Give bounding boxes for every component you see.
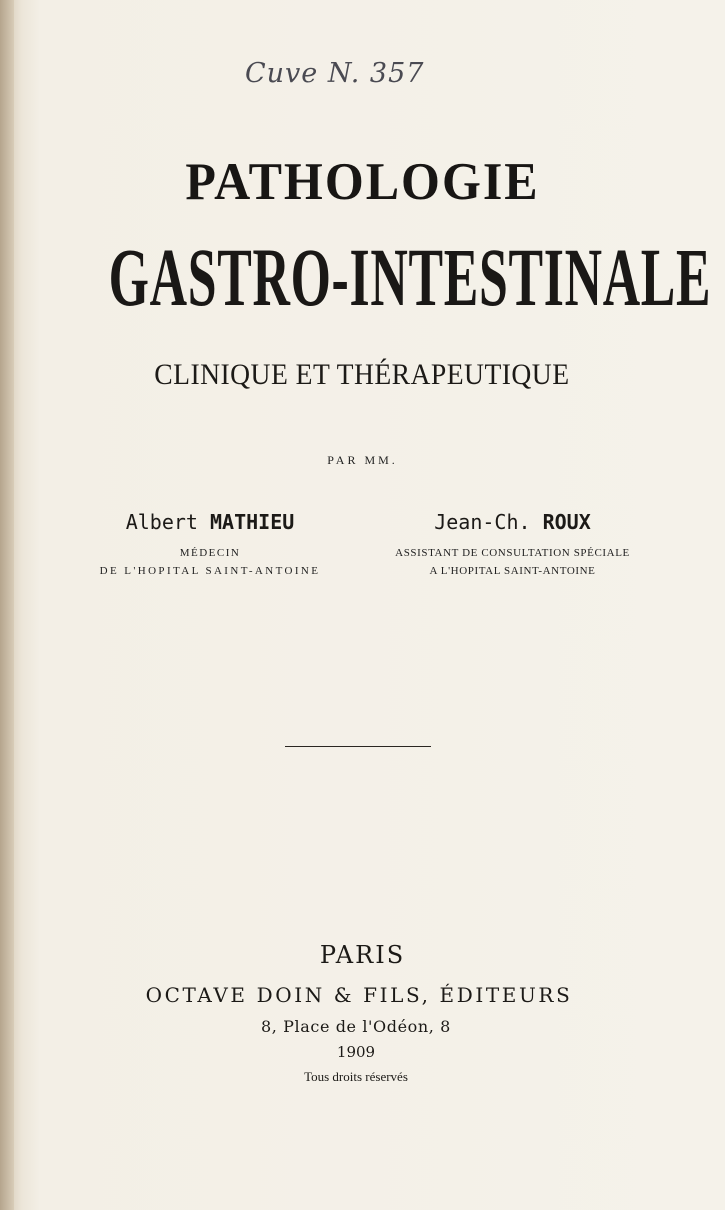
author-role-line-1: MÉDECIN	[179, 547, 241, 559]
author-role-line-2: A L'HOPITAL SAINT-ANTOINE	[429, 565, 596, 577]
imprint-publisher: OCTAVE DOIN & FILS, ÉDITEURS	[145, 983, 573, 1007]
imprint-rights: Tous droits réservés	[304, 1069, 408, 1084]
handwritten-shelfmark: Cuve N. 357	[245, 58, 425, 89]
author-role-line-1: ASSISTANT DE CONSULTATION SPÉCIALE	[395, 547, 630, 559]
byline: PAR MM.	[327, 453, 398, 467]
subtitle: CLINIQUE ET THÉRAPEUTIQUE	[154, 358, 570, 391]
imprint-city: PARIS	[319, 941, 406, 969]
author-first-name: Jean-Ch.	[434, 510, 531, 534]
author-name	[80, 510, 340, 534]
author-role-line-2: DE L'HOPITAL SAINT-ANTOINE	[99, 565, 321, 577]
author-roux	[375, 510, 650, 580]
author-mathieu	[80, 510, 340, 580]
author-surname: ROUX	[542, 510, 591, 534]
author-first-name: Albert	[125, 510, 198, 534]
title-line-1: PATHOLOGIE	[185, 151, 540, 211]
imprint-year: 1909	[336, 1043, 376, 1061]
author-name	[375, 510, 650, 534]
imprint-address: 8, Place de l'Odéon, 8	[261, 1017, 451, 1036]
author-surname: MATHIEU	[210, 510, 295, 534]
title-line-2: GASTRO-INTESTINALE	[108, 232, 712, 324]
horizontal-rule	[285, 746, 431, 747]
